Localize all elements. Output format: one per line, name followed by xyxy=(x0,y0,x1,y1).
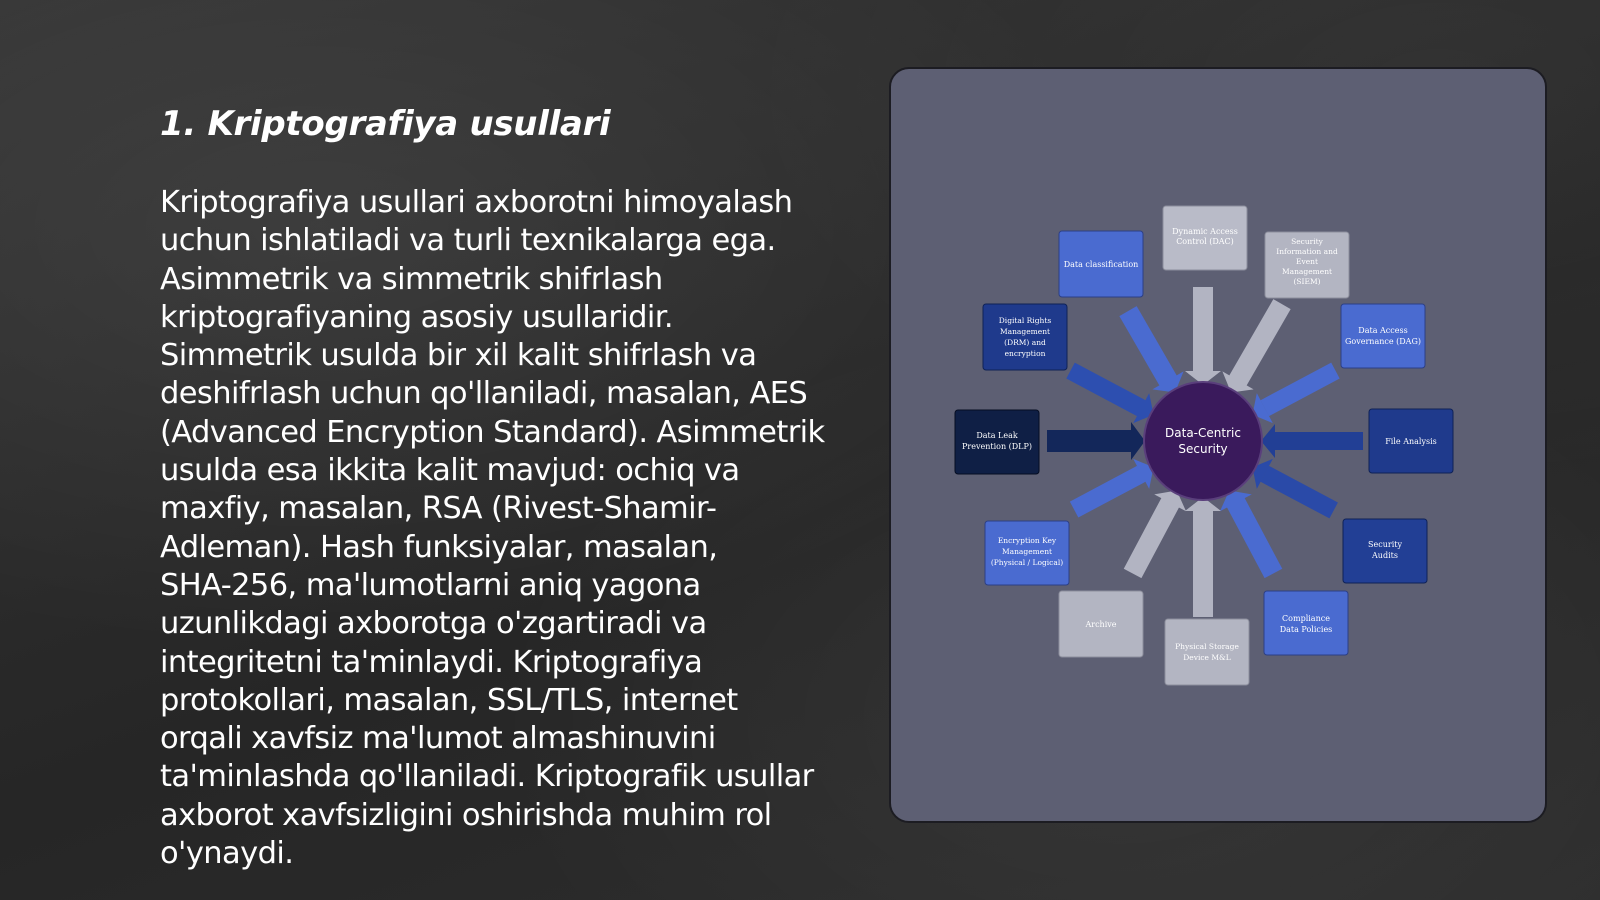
svg-text:Security: Security xyxy=(1368,540,1402,549)
svg-text:Security: Security xyxy=(1291,237,1323,246)
node-physical-media xyxy=(1165,619,1249,685)
svg-text:Control (DAC): Control (DAC) xyxy=(1176,237,1234,246)
arrow-file-analysis xyxy=(1261,424,1363,458)
node-siem xyxy=(1265,232,1349,298)
svg-text:Physical Storage: Physical Storage xyxy=(1175,642,1239,651)
arrow-dac xyxy=(1185,287,1221,385)
node-compliance xyxy=(1264,591,1348,655)
svg-text:Data Access: Data Access xyxy=(1358,326,1408,335)
svg-text:Data Leak: Data Leak xyxy=(976,431,1018,440)
arrow-security-audits xyxy=(1244,452,1341,525)
svg-text:Audits: Audits xyxy=(1372,551,1398,560)
node-dlp xyxy=(955,410,1039,474)
svg-text:Archive: Archive xyxy=(1085,620,1117,629)
data-centric-security-diagram xyxy=(891,69,1545,821)
svg-text:Management: Management xyxy=(999,327,1051,336)
svg-text:Information and: Information and xyxy=(1276,247,1338,256)
svg-text:Management: Management xyxy=(1001,547,1053,556)
svg-text:Management: Management xyxy=(1281,267,1333,276)
node-key-management xyxy=(985,521,1069,585)
svg-text:Data Policies: Data Policies xyxy=(1279,625,1333,634)
diagram-image-frame xyxy=(889,67,1547,823)
svg-text:Compliance: Compliance xyxy=(1282,614,1330,623)
node-file-analysis xyxy=(1369,409,1453,473)
arrow-compliance xyxy=(1213,482,1289,582)
svg-text:Device M&L: Device M&L xyxy=(1183,653,1231,662)
arrow-archive xyxy=(1117,482,1193,582)
arrow-physical-media xyxy=(1185,497,1221,617)
svg-text:Data classification: Data classification xyxy=(1063,260,1139,269)
svg-text:encryption: encryption xyxy=(1004,349,1046,358)
center-label-line2: Security xyxy=(1178,442,1228,456)
arrow-dlp xyxy=(1047,422,1145,460)
node-security-audits xyxy=(1343,519,1427,583)
node-dag xyxy=(1341,304,1425,368)
node-drm xyxy=(983,304,1067,370)
svg-text:Dynamic Access: Dynamic Access xyxy=(1172,227,1238,236)
slide-title: 1. Kriptografiya usullari xyxy=(160,104,611,144)
arrow-drm xyxy=(1063,356,1162,430)
center-node xyxy=(1144,382,1262,500)
center-label-line1: Data-Centric xyxy=(1165,426,1241,440)
arrow-key-management xyxy=(1066,452,1161,524)
node-dac xyxy=(1163,206,1247,270)
svg-text:(SIEM): (SIEM) xyxy=(1293,277,1321,286)
svg-text:Governance (DAG): Governance (DAG) xyxy=(1345,337,1421,346)
svg-text:(Physical / Logical): (Physical / Logical) xyxy=(990,558,1064,567)
svg-text:Encryption Key: Encryption Key xyxy=(997,536,1057,545)
svg-text:File Analysis: File Analysis xyxy=(1385,437,1437,446)
svg-text:(DRM) and: (DRM) and xyxy=(1004,338,1046,347)
arrow-siem xyxy=(1215,295,1297,401)
arrow-dag xyxy=(1244,356,1343,430)
svg-text:Digital Rights: Digital Rights xyxy=(998,316,1052,325)
slide-body-text: Kriptografiya usullari axborotni himoyalash uchun ishlatiladi va turli texnikalarga ega. Asimmetrik va simmetrik shifrlash kriptografiyaning asosiy usullaridir. Simmetrik usulda bir xil kalit shifrlash va deshifrlash uchun qo'llaniladi, masalan, AES (Advanced Encryption Standard). Asimmetrik usulda esa ikkita kalit mavjud: ochiq va maxfiy, masalan, RSA (Rivest-Shamir- Adleman). Hash funksiyalar, masalan, SHA-256, ma'lumotlarni aniq yagona uzunlikdagi axborotga o'zgartiradi va integritetni ta'minlaydi. Kriptografiya protokollari, masalan, SSL/TLS, internet orqali xavfsiz ma'lumot almashinuvini ta'minlashda qo'llaniladi. Kriptografik usullar axborot xavfsizligini oshirishda muhim rol o'ynaydi. xyxy=(160,185,825,872)
svg-text:Event: Event xyxy=(1296,257,1318,266)
svg-text:Prevention (DLP): Prevention (DLP) xyxy=(962,442,1032,451)
node-archive xyxy=(1059,591,1143,657)
node-classification xyxy=(1059,231,1143,297)
